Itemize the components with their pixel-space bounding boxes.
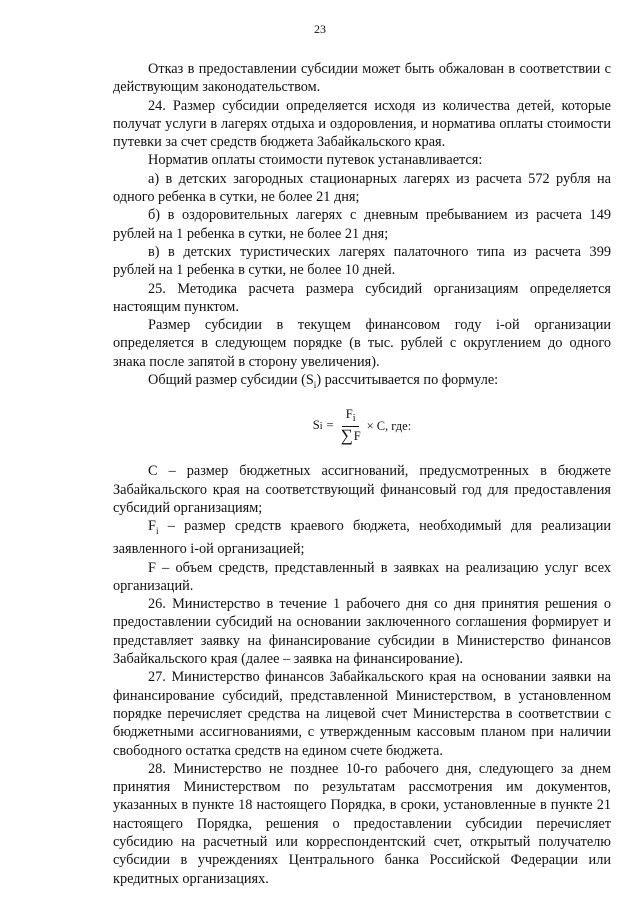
- document-body: [113, 60, 611, 888]
- paragraph: Размер субсидии в текущем финансовом году i-ой организации определяется в следующем порядке (в тыс. рублей с округлением до одного знака после запятой в сторону увеличения).: [113, 317, 611, 370]
- definition-c: C – размер бюджетных ассигнований, предусмотренных в бюджете Забайкальского края на соответствующий финансовый год для предоставления субсидий организациям;: [113, 463, 611, 516]
- paragraph: 26. Министерство в течение 1 рабочего дня со дня принятия решения о предоставлении субсидий на основании заключенного соглашения формирует и представляет заявку на финансирование субсидии в Министерство финансов Забайкальского края (далее – заявка на финансирование).: [113, 596, 611, 668]
- paragraph: Норматив оплаты стоимости путевок устанавливается:: [148, 152, 483, 169]
- formula-fraction: [341, 407, 361, 445]
- list-item-a: а) в детских загородных стационарных лагерях из расчета 572 рубля на одного ребенка в сутки, не более 21 дня;: [113, 170, 611, 206]
- formula-rhs: × C, где:: [366, 419, 412, 434]
- definition-fi: $F_i$ – размер средств краевого бюджета, необходимый для реализации заявленного i-ой организацией;: [113, 518, 611, 558]
- formula-intro: Общий размер субсидии $(S_i)$ рассчитывается по формуле:: [148, 372, 499, 390]
- list-item-b: б) в оздоровительных лагерях с дневным пребыванием из расчета 149 рублей на 1 ребенка в сутки, не более 21 дня;: [113, 207, 611, 242]
- list-item-c: в) в детских туристических лагерях палаточного типа из расчета 399 рублей на 1 ребенка в сутки, не более 10 дней.: [113, 243, 611, 279]
- paragraph: Отказ в предоставлении субсидии может быть обжалован в соответствии с действующим законодательством.: [113, 61, 611, 96]
- subsidy-formula: [113, 398, 611, 454]
- formula-denominator: ∑ F: [340, 426, 361, 446]
- paragraph: 28. Министерство не позднее 10-го рабочего дня, следующего за днем принятия Министерством по результатам рассмотрения им документов, указанных в пункте 18 настоящего Порядка, в сроки, установленные в пункте 21 настоящего Порядка, решения о предоставлении субсидии перечисляет субсидию на расчетный или корреспондентский счет, открытый получателю субсидии в учреждениях Центрального банка Российской Федерации или кредитных организациях.: [113, 760, 611, 887]
- sum-sign: ∑: [340, 426, 353, 446]
- page-number: 23: [314, 22, 326, 36]
- paragraph: 27. Министерство финансов Забайкальского края на основании заявки на финансирование субсидий, представленной Министерством, в установленном порядке перечисляет средства на лицевой счет Министерства в соответствии с бюджетными ассигнованиями, с утвержденным кассовым планом при наличии свободного остатка средств на едином счете бюджета.: [113, 669, 611, 759]
- paragraph: 24. Размер субсидии определяется исходя из количества детей, которые получат услуги в лагерях отдыха и оздоровления, и норматива оплаты стоимости путевки за счет средств бюджета Забайкальского края.: [113, 97, 611, 151]
- formula-numerator: $F_i$: [342, 407, 360, 427]
- formula-lhs: S i =: [312, 418, 334, 433]
- paragraph: 25. Методика расчета размера субсидий организациям определяется настоящим пунктом.: [113, 280, 611, 315]
- definition-f: F – объем средств, представленный в заявках на реализацию услуг всех организаций.: [113, 559, 611, 594]
